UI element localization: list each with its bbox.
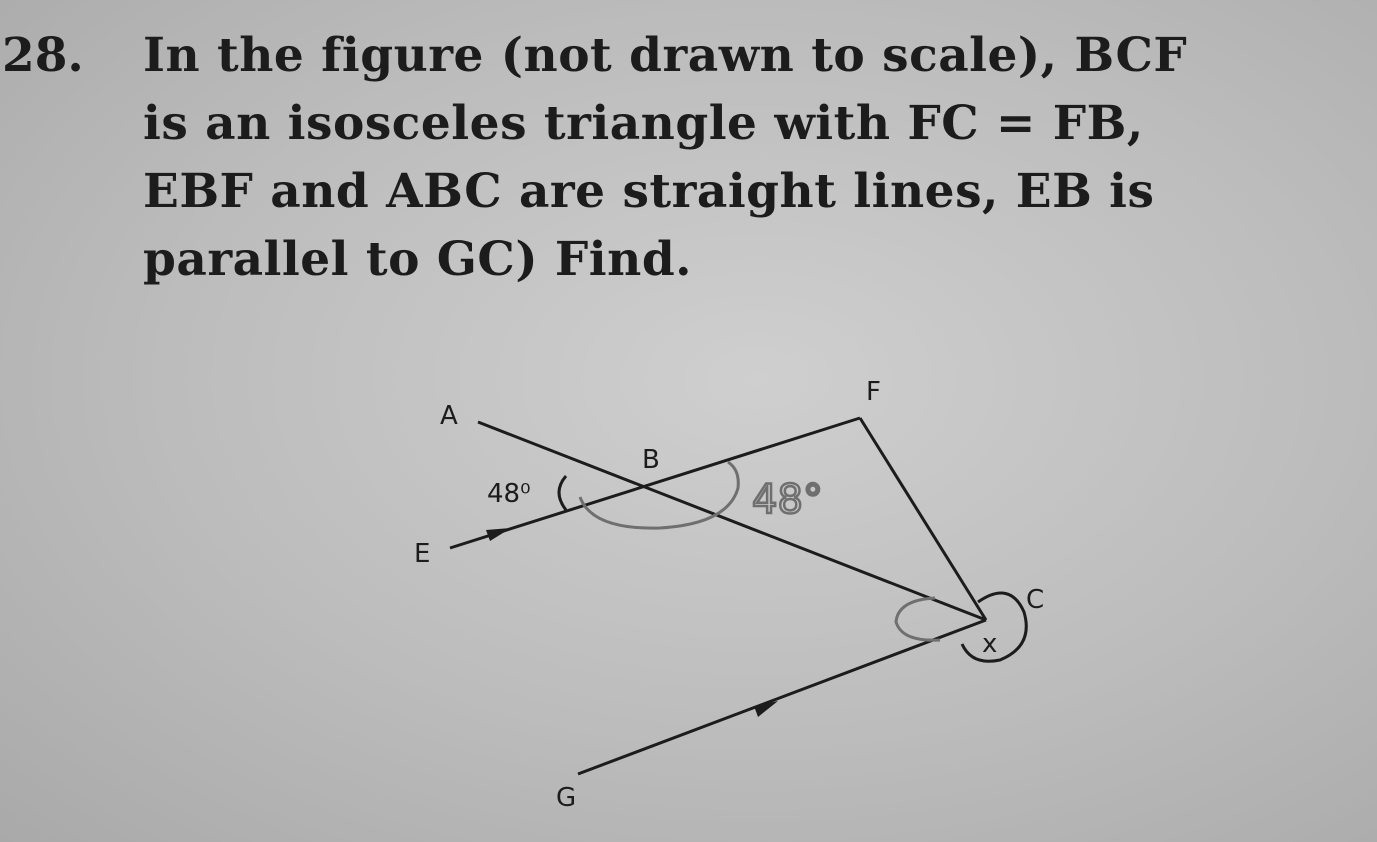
handwritten-angle: 48° bbox=[752, 477, 823, 523]
angle-arc-48 bbox=[559, 476, 566, 510]
question-line-1: In the figure (not drawn to scale), BCF bbox=[143, 28, 1188, 83]
label-e: E bbox=[414, 539, 431, 569]
question-line-3: EBF and ABC are straight lines, EB is bbox=[143, 164, 1155, 219]
line-fc bbox=[860, 418, 986, 620]
question-line-4: parallel to GC) Find. bbox=[143, 232, 693, 287]
label-b: B bbox=[642, 445, 660, 475]
unknown-angle-label: x bbox=[982, 629, 998, 659]
label-a: A bbox=[440, 401, 458, 431]
line-abc bbox=[478, 422, 986, 620]
parallel-arrow-eb bbox=[486, 528, 511, 541]
label-c: C bbox=[1026, 585, 1045, 615]
question-number: 28. bbox=[2, 28, 84, 83]
label-f: F bbox=[866, 377, 881, 407]
question-line-2: is an isosceles triangle with FC = FB, bbox=[143, 96, 1144, 151]
given-angle-label: 48⁰ bbox=[487, 479, 531, 509]
line-cg bbox=[578, 620, 986, 774]
pencil-arc-c-left bbox=[896, 598, 940, 640]
label-g: G bbox=[556, 783, 577, 813]
